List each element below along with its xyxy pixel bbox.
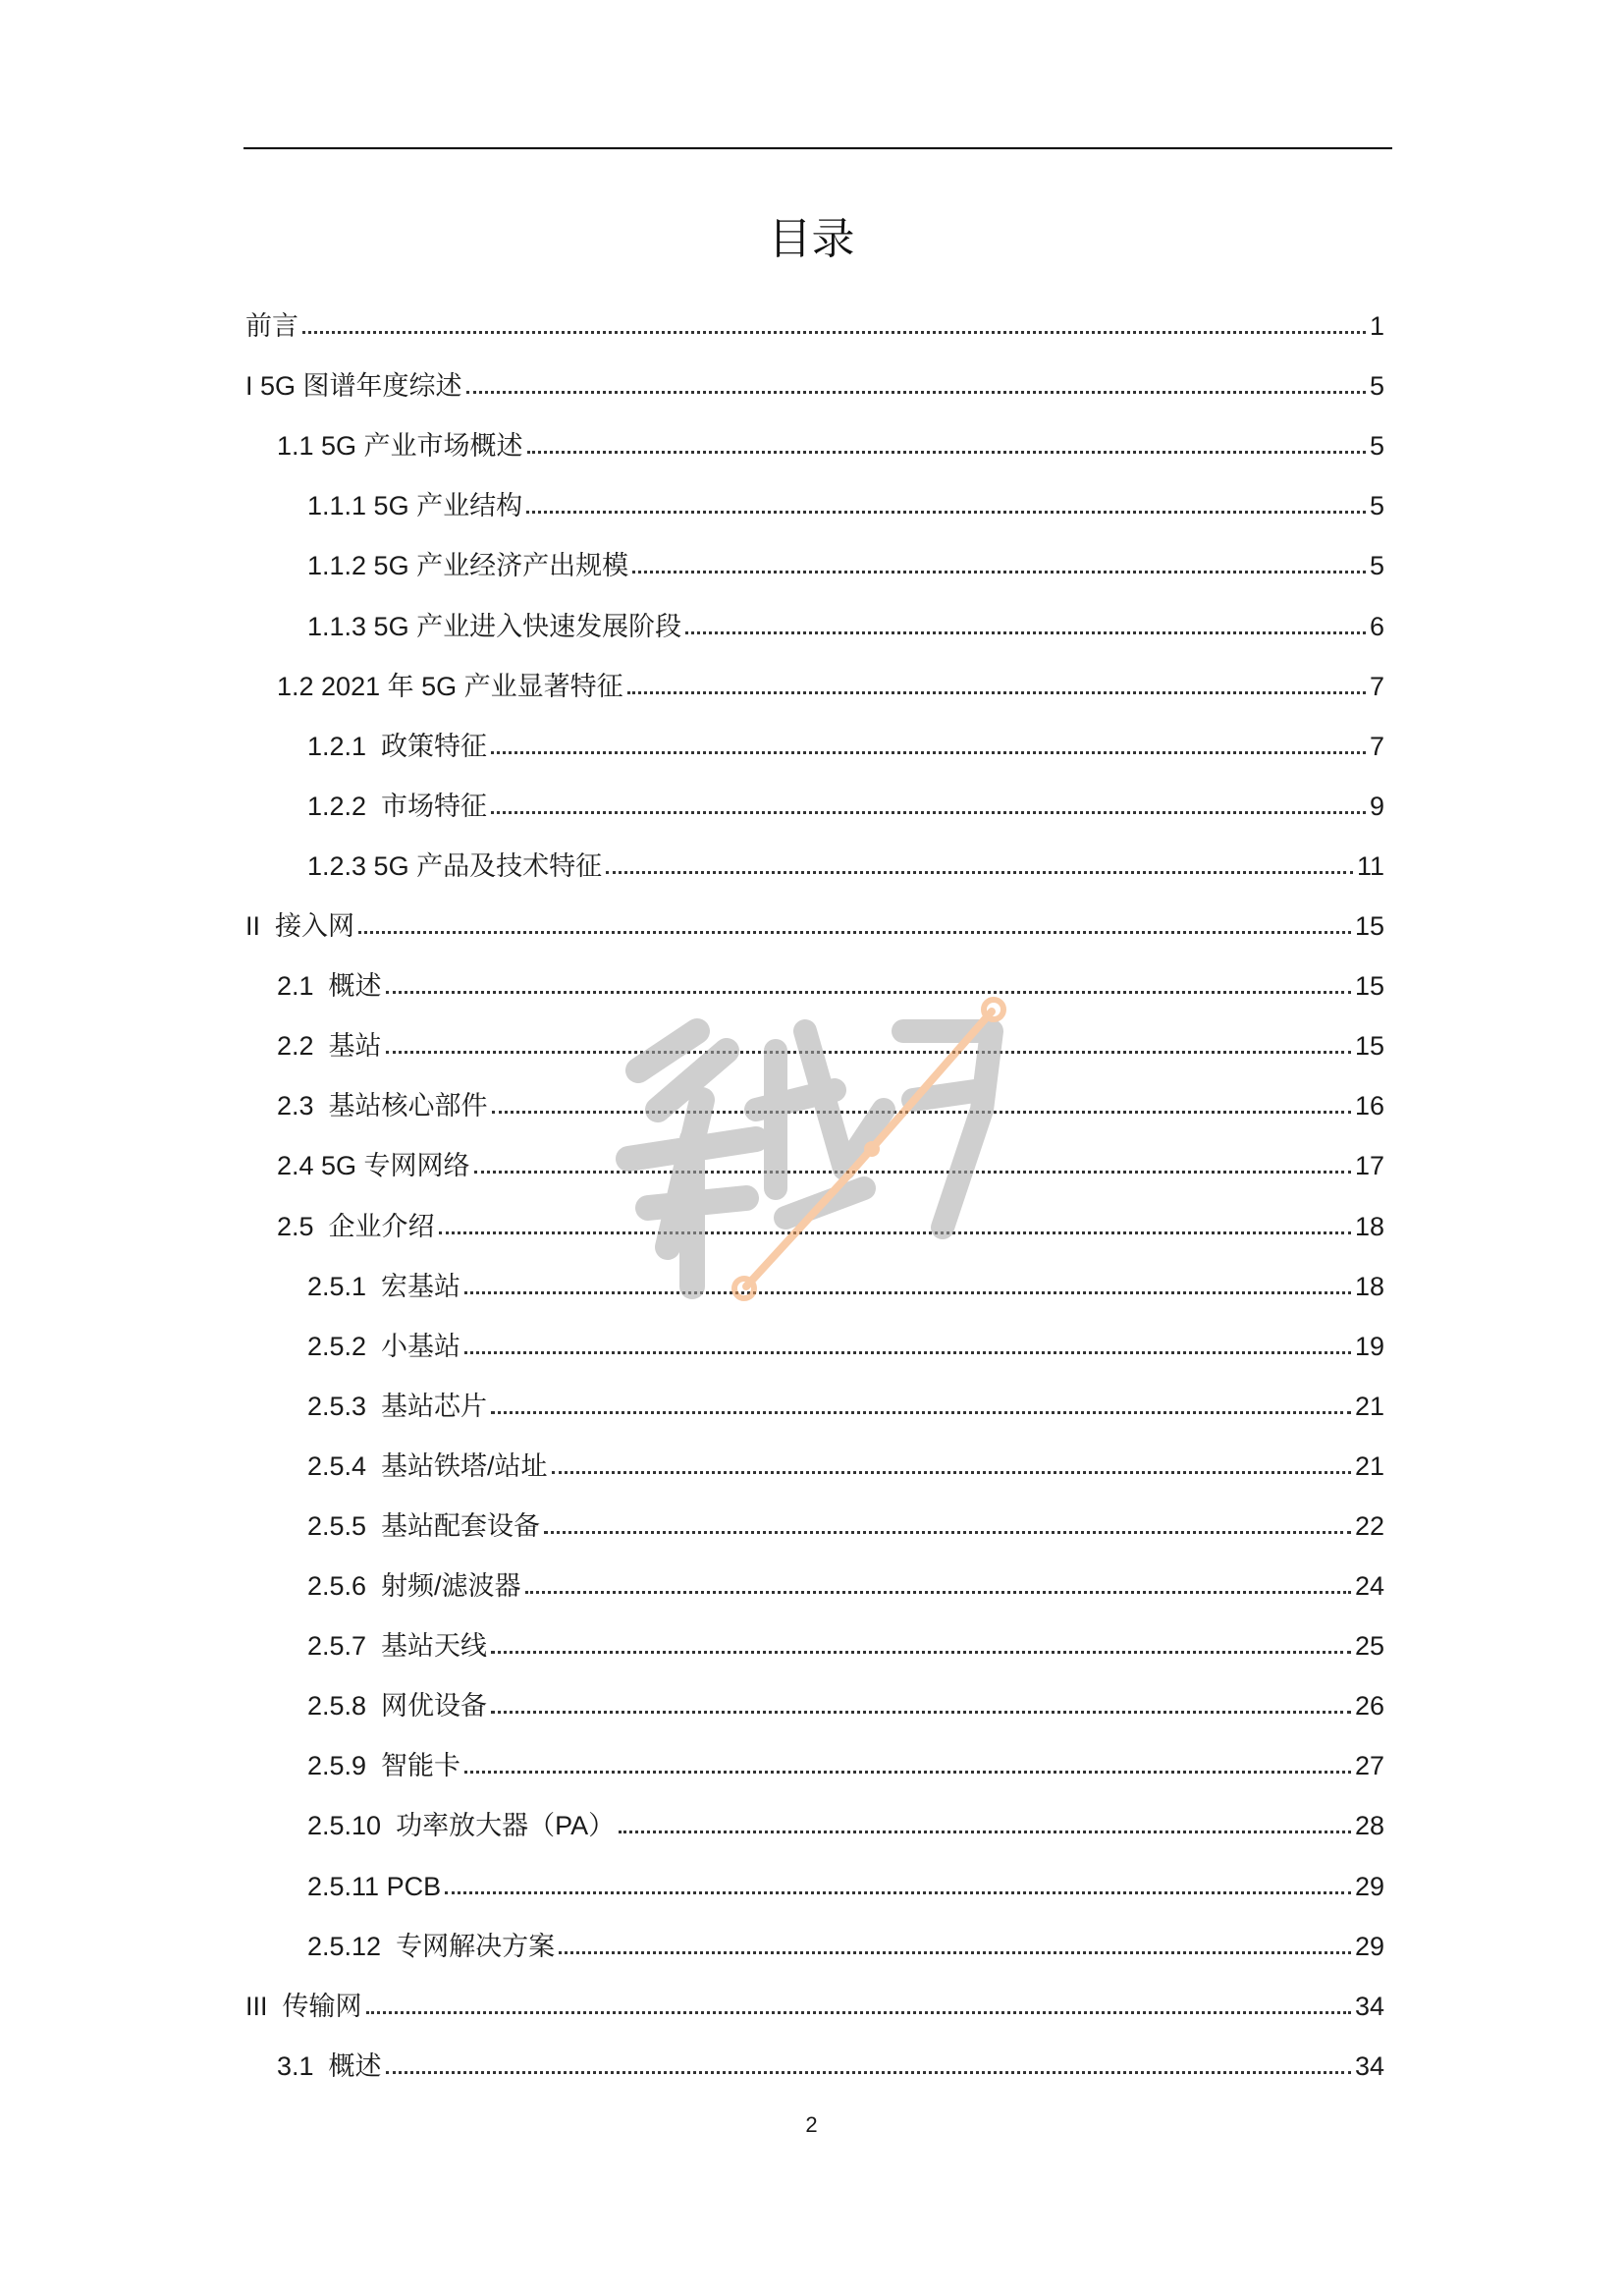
toc-entry-label: 2.5.5 基站配套设备 [307,1510,541,1541]
toc-entry-page: 5 [1369,431,1384,462]
toc-dot-leader [544,1531,1351,1534]
toc-entry[interactable] [245,1663,1384,1722]
toc-entry-page: 22 [1354,1510,1384,1541]
toc-entry-label: 2.5.10 功率放大器（PA） [307,1811,616,1841]
toc-entry-page: 17 [1354,1151,1384,1181]
toc-entry-label: 2.5.4 基站铁塔/站址 [307,1450,548,1481]
watermark-logo-icon [609,992,1021,1316]
toc-dot-leader [466,391,1366,394]
toc-entry-label: 2.5.12 专网解决方案 [307,1931,556,1961]
toc-entry[interactable] [245,1483,1384,1543]
toc-dot-leader [366,2011,1351,2014]
toc-entry[interactable] [245,883,1384,943]
toc-entry[interactable] [245,1363,1384,1423]
toc-entry-page: 19 [1354,1331,1384,1361]
toc-entry-label: 前言 [245,311,298,342]
toc-entry[interactable] [245,2023,1384,2083]
toc-entry-page: 26 [1354,1691,1384,1722]
toc-dot-leader [464,1771,1351,1774]
toc-entry-page: 6 [1369,611,1384,641]
toc-entry-label: 1.1.1 5G 产业结构 [307,491,523,521]
toc-entry-label: 2.5.6 射频/滤波器 [307,1571,521,1602]
toc-entry-label: 1.2.2 市场特征 [307,791,488,821]
toc-entry-page: 25 [1354,1631,1384,1662]
toc-dot-leader [606,871,1353,874]
toc-entry-page: 28 [1354,1811,1384,1841]
toc-entry[interactable] [245,463,1384,522]
toc-entry-label: 2.5.7 基站天线 [307,1631,488,1662]
toc-entry-page: 1 [1369,311,1384,342]
toc-entry[interactable] [245,703,1384,763]
toc-entry-page: 16 [1354,1091,1384,1121]
toc-dot-leader [491,1711,1351,1714]
toc-entry[interactable] [245,1842,1384,1902]
toc-dot-leader [464,1351,1351,1354]
toc-dot-leader [552,1471,1351,1474]
toc-dot-leader [358,931,1351,934]
toc-dot-leader [386,2071,1351,2074]
toc-entry-page: 18 [1354,1211,1384,1241]
toc-dot-leader [632,571,1366,574]
toc-entry-label: 1.1.2 5G 产业经济产出规模 [307,551,629,581]
toc-entry[interactable] [245,1603,1384,1663]
toc-entry-page: 7 [1369,671,1384,701]
page-title: 目录 [768,214,855,264]
toc-entry-page: 11 [1356,850,1384,881]
toc-entry-page: 5 [1369,551,1384,581]
toc-entry-page: 15 [1354,971,1384,1002]
toc-entry[interactable] [245,1423,1384,1483]
toc-entry-page: 29 [1354,1931,1384,1961]
toc-dot-leader [491,1651,1351,1654]
toc-entry-page: 27 [1354,1751,1384,1781]
toc-entry-label: 1.2.3 5G 产品及技术特征 [307,850,603,881]
toc-dot-leader [491,751,1366,754]
toc-entry-label: 2.5.11 PCB [307,1871,442,1901]
toc-entry-page: 15 [1354,911,1384,942]
toc-entry-label: 1.1.3 5G 产业进入快速发展阶段 [307,611,682,641]
toc-entry[interactable] [245,1722,1384,1782]
toc-entry[interactable] [245,403,1384,463]
toc-entry[interactable] [245,823,1384,883]
toc-dot-leader [525,1591,1351,1594]
toc-entry-label: 2.5 企业介绍 [277,1211,435,1241]
toc-entry[interactable] [245,763,1384,823]
toc-entry-label: 2.2 基站 [277,1031,382,1062]
toc-entry-page: 21 [1354,1391,1384,1421]
toc-entry[interactable] [245,283,1384,343]
toc-entry-label: 1.1 5G 产业市场概述 [277,431,523,462]
toc-entry-page: 24 [1354,1571,1384,1602]
toc-entry-label: 2.1 概述 [277,971,382,1002]
toc-entry-label: 2.5.1 宏基站 [307,1271,461,1301]
page-number: 2 [805,2112,818,2137]
toc-entry-label: 3.1 概述 [277,2050,382,2081]
toc-entry-label: 1.2 2021 年 5G 产业显著特征 [277,671,623,701]
toc-dot-leader [685,631,1366,634]
toc-entry-page: 15 [1354,1031,1384,1062]
header-rule [243,147,1392,149]
toc-entry-page: 5 [1369,491,1384,521]
toc-entry-page: 21 [1354,1450,1384,1481]
toc-entry-page: 34 [1354,1991,1384,2021]
toc-entry-label: 2.3 基站核心部件 [277,1091,488,1121]
toc-entry[interactable] [245,582,1384,642]
toc-entry-page: 9 [1369,791,1384,821]
toc-entry-page: 18 [1354,1271,1384,1301]
toc-entry-label: I 5G 图谱年度综述 [245,371,462,402]
toc-entry-label: 2.4 5G 专网网络 [277,1151,470,1181]
toc-entry-label: 2.5.3 基站芯片 [307,1391,488,1421]
toc-entry[interactable] [245,1543,1384,1603]
toc-dot-leader [491,1411,1351,1414]
toc-dot-leader [559,1951,1351,1954]
toc-entry-label: III 传输网 [245,1991,362,2021]
toc-dot-leader [527,451,1366,454]
toc-entry[interactable] [245,522,1384,582]
toc-entry[interactable] [245,1903,1384,1963]
toc-dot-leader [526,511,1366,514]
toc-entry-label: 2.5.9 智能卡 [307,1751,461,1781]
toc-entry-page: 7 [1369,731,1384,761]
toc-dot-leader [627,691,1366,694]
toc-entry-label: 1.2.1 政策特征 [307,731,488,761]
toc-entry-page: 34 [1354,2050,1384,2081]
toc-entry[interactable] [245,1963,1384,2023]
toc-dot-leader [619,1831,1351,1833]
toc-entry[interactable] [245,343,1384,403]
toc-entry-page: 29 [1354,1871,1384,1901]
toc-entry-label: II 接入网 [245,911,355,942]
toc-entry-label: 2.5.8 网优设备 [307,1691,488,1722]
toc-entry[interactable] [245,643,1384,703]
toc-dot-leader [302,331,1366,334]
toc-entry[interactable] [245,1782,1384,1842]
toc-dot-leader [445,1891,1351,1894]
toc-dot-leader [491,811,1366,814]
toc-entry-label: 2.5.2 小基站 [307,1331,461,1361]
toc-entry-page: 5 [1369,371,1384,402]
